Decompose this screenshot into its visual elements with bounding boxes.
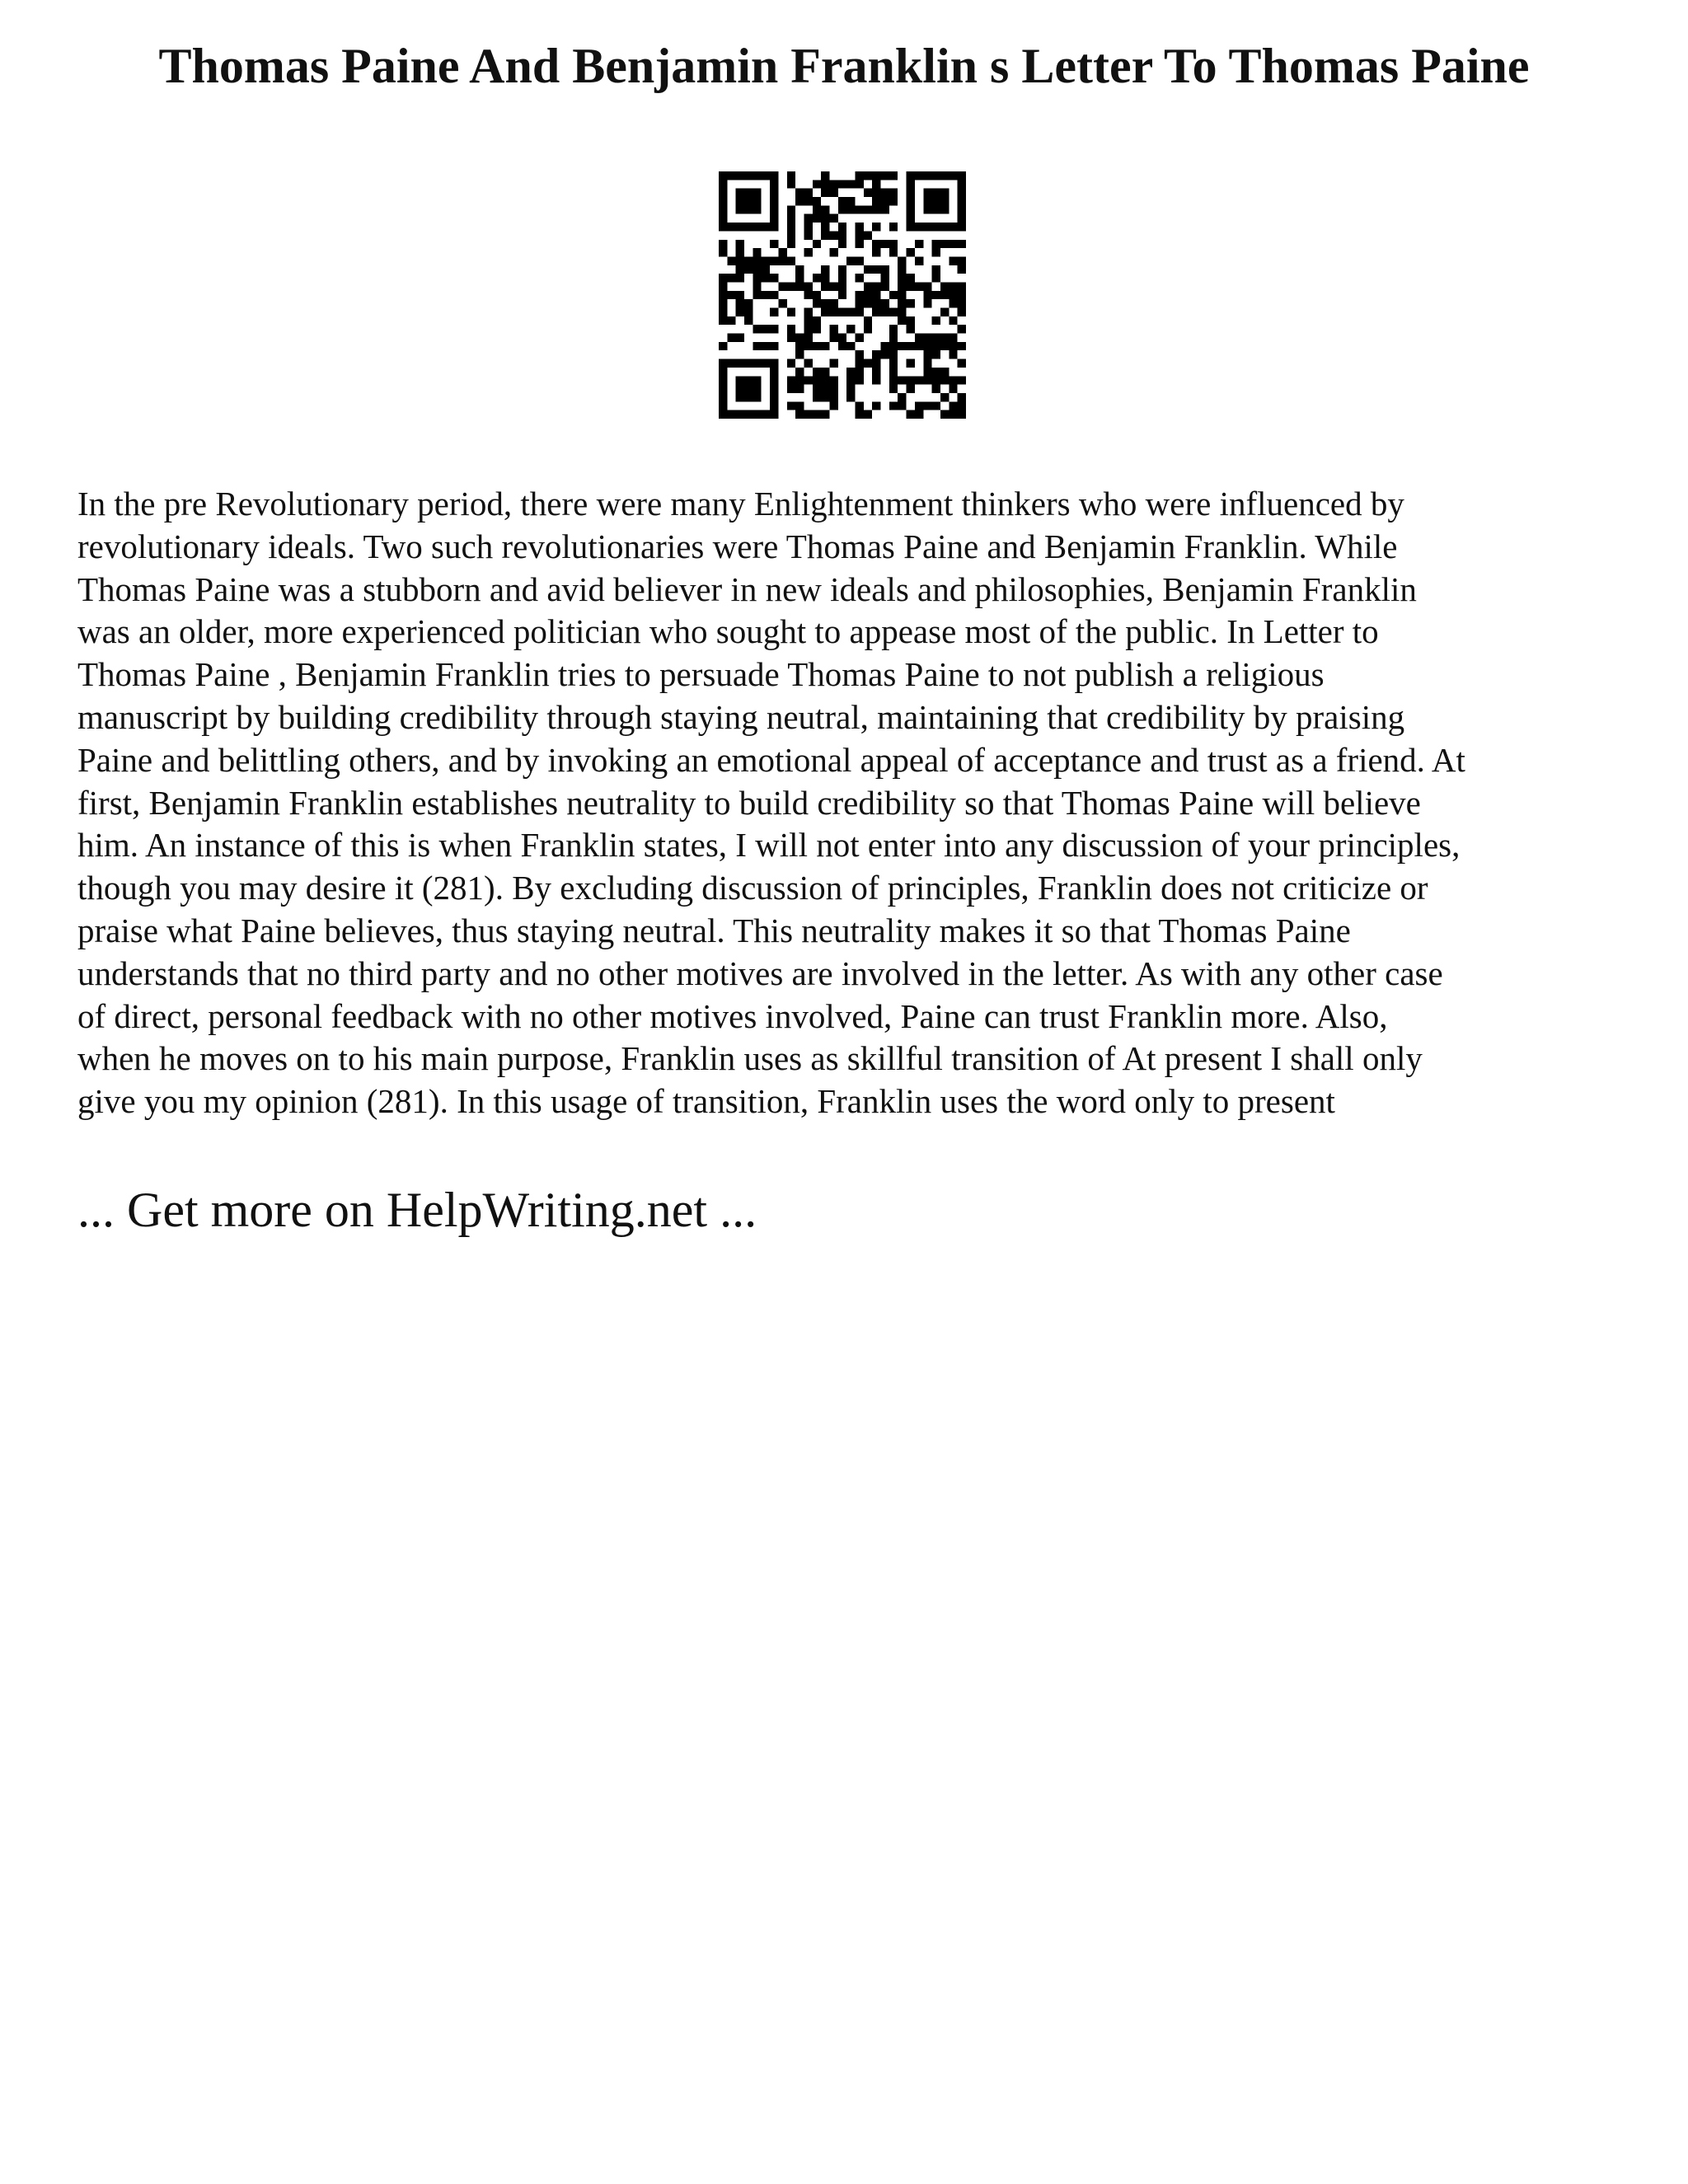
body-line: Thomas Paine was a stubborn and avid believer in new ideals and philosophies, Benjamin Franklin	[77, 569, 1417, 608]
body-line: though you may desire it (281). By excluding discussion of principles, Franklin does not criticize or	[77, 869, 1428, 907]
body-line: when he moves on to his main purpose, Franklin uses as skillful transition of At present I shall only	[77, 1039, 1423, 1078]
body-line: Paine and belittling others, and by invoking an emotional appeal of acceptance and trust as a friend. At	[77, 740, 1465, 779]
qr-code	[719, 171, 966, 419]
body-line: praise what Paine believes, thus staying neutral. This neutrality makes it so that Thomas Paine	[77, 911, 1351, 949]
body-line: In the pre Revolutionary period, there were many Enlightenment thinkers who were influenced by	[77, 485, 1404, 523]
body-line: Thomas Paine , Benjamin Franklin tries to persuade Thomas Paine to not publish a religious	[77, 655, 1325, 694]
body-line: revolutionary ideals. Two such revolutionaries were Thomas Paine and Benjamin Franklin. While	[77, 527, 1398, 565]
body-line: of direct, personal feedback with no other motives involved, Paine can trust Franklin more. Also,	[77, 996, 1388, 1035]
body-line: give you my opinion (281). In this usage of transition, Franklin uses the word only to present	[77, 1082, 1335, 1121]
body-line: him. An instance of this is when Franklin states, I will not enter into any discussion of your principles,	[77, 826, 1461, 865]
body-line: manuscript by building credibility through staying neutral, maintaining that credibility by praising	[77, 697, 1405, 736]
qr-code-icon	[719, 171, 966, 419]
body-line: was an older, more experienced politician who sought to appease most of the public. In Letter to	[77, 612, 1379, 651]
body-line: understands that no third party and no other motives are involved in the letter. As with any other case	[77, 954, 1443, 992]
get-more-link[interactable]: ... Get more on HelpWriting.net ...	[77, 1183, 757, 1237]
body-paragraph	[77, 483, 1627, 1123]
document-title: Thomas Paine And Benjamin Franklin s Letter To Thomas Paine	[158, 39, 1530, 93]
body-line: first, Benjamin Franklin establishes neutrality to build credibility so that Thomas Paine will believe	[77, 783, 1421, 822]
